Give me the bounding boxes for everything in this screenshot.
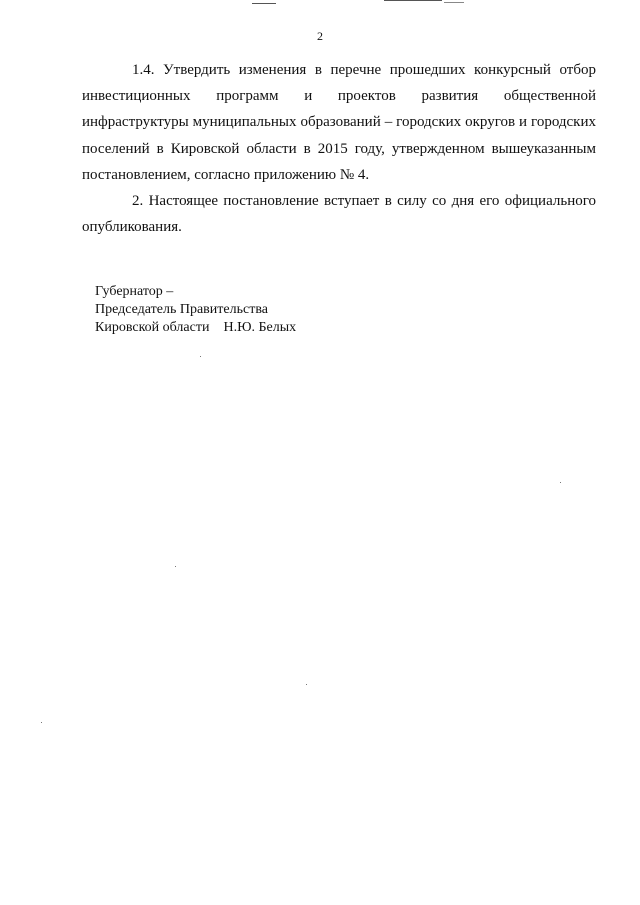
- signature-block: [95, 283, 296, 337]
- page-number: 2: [317, 29, 323, 43]
- signature-region: Кировской области: [95, 320, 210, 335]
- scan-artifact-line: [384, 0, 442, 1]
- document-body: [82, 57, 596, 240]
- scan-speck: [175, 566, 176, 567]
- signature-title-line: Губернатор –: [95, 284, 174, 299]
- paragraph-1-4: 1.4. Утвердить изменения в перечне прошедших конкурсный отбор инвестиционных программ и проектов развития общественной инфраструктуры муниципальных образований – городских округов и городских поселений в Кировской области в 2015 году, утвержденном вышеуказанным постановлением, согласно приложению № 4.: [82, 62, 596, 183]
- signature-name-line: [95, 319, 296, 337]
- signature-name: Н.Ю. Белых: [223, 320, 297, 335]
- scan-speck: [560, 482, 561, 483]
- scan-artifact-line: [444, 2, 464, 3]
- scan-artifact-line: [252, 3, 276, 4]
- scan-speck: [41, 722, 42, 723]
- paragraph-2: 2. Настоящее постановление вступает в силу со дня его официального опубликования.: [82, 193, 596, 236]
- scan-speck: [200, 356, 201, 357]
- scan-speck: [306, 684, 307, 685]
- signature-title-line: Председатель Правительства: [95, 302, 268, 317]
